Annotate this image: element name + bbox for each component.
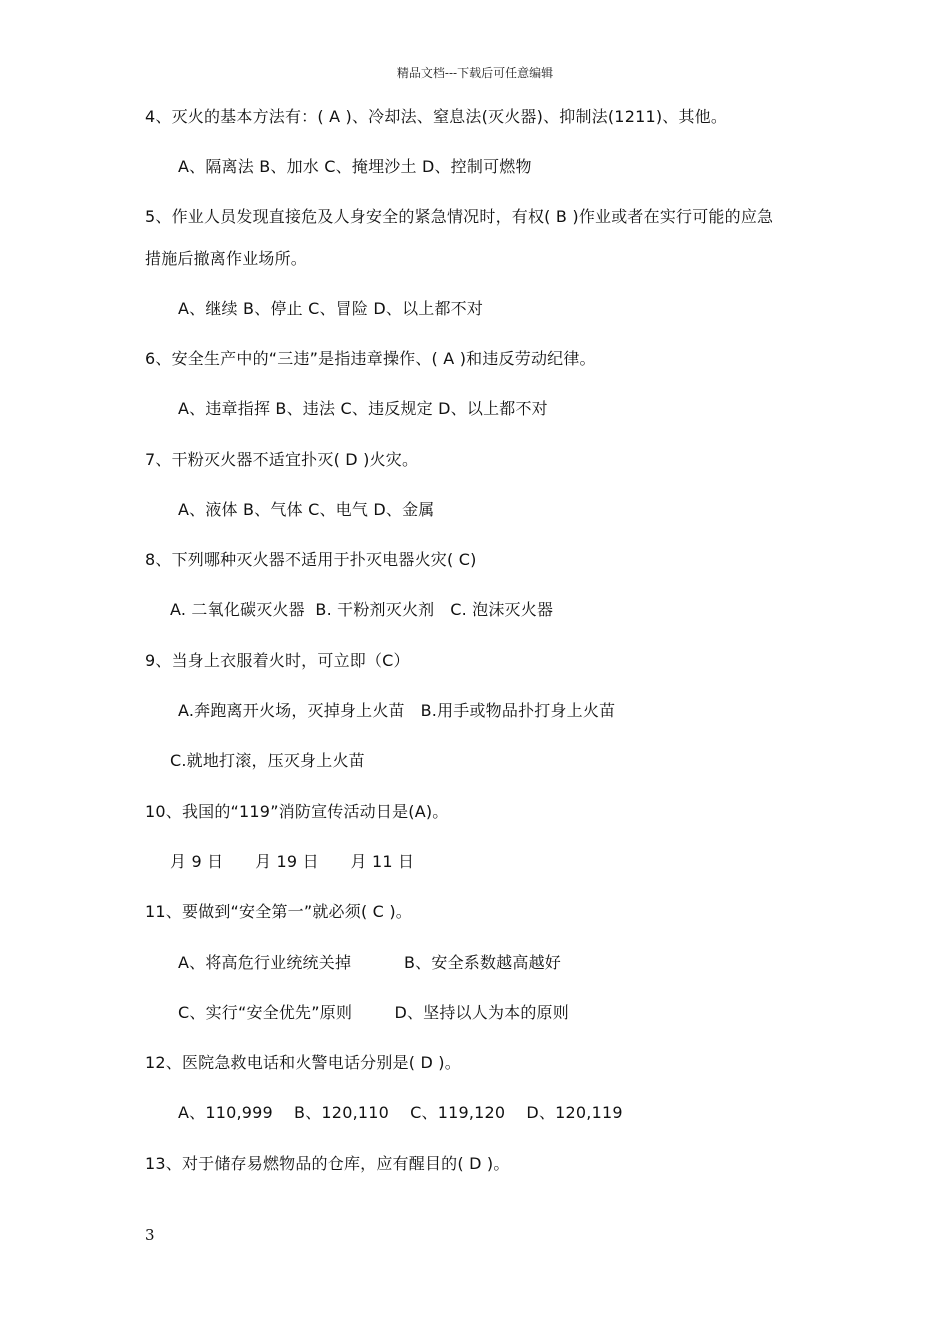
question-7: 7、干粉灭火器不适宜扑灭( D )火灾。	[145, 450, 419, 469]
question-5-continued: 措施后撤离作业场所。	[145, 249, 308, 268]
options-11-cd: C、实行“安全优先”原则 D、坚持以人为本的原则	[178, 1003, 569, 1022]
options-8: A. 二氧化碳灭火器 B. 干粉剂灭火剂 C. 泡沫灭火器	[170, 600, 554, 619]
page-number: 3	[145, 1226, 155, 1244]
options-4: A、隔离法 B、加水 C、掩埋沙土 D、控制可燃物	[178, 157, 532, 176]
question-12: 12、医院急救电话和火警电话分别是( D )。	[145, 1053, 461, 1072]
question-9: 9、当身上衣服着火时，可立即（C）	[145, 651, 410, 670]
options-12: A、110,999 B、120,110 C、119,120 D、120,119	[178, 1103, 623, 1122]
page-header: 精品文档---下载后可任意编辑	[396, 66, 554, 80]
question-6: 6、安全生产中的“三违”是指违章操作、( A )和违反劳动纪律。	[145, 349, 596, 368]
options-10: 月 9 日 月 19 日 月 11 日	[170, 852, 415, 871]
question-8: 8、下列哪种灭火器不适用于扑灭电器火灾( C)	[145, 550, 477, 569]
options-6: A、违章指挥 B、违法 C、违反规定 D、以上都不对	[178, 399, 548, 418]
question-11: 11、要做到“安全第一”就必须( C )。	[145, 902, 412, 921]
question-10: 10、我国的“119”消防宣传活动日是(A)。	[145, 802, 449, 821]
options-5: A、继续 B、停止 C、冒险 D、以上都不对	[178, 299, 484, 318]
options-11-ab: A、将高危行业统统关掉 B、安全系数越高越好	[178, 953, 561, 972]
options-7: A、液体 B、气体 C、电气 D、金属	[178, 500, 435, 519]
question-13: 13、对于储存易燃物品的仓库，应有醒目的( D )。	[145, 1154, 510, 1173]
question-5: 5、作业人员发现直接危及人身安全的紧急情况时，有权( B )作业或者在实行可能的应急	[145, 207, 774, 226]
options-9-ab: A.奔跑离开火场，灭掉身上火苗 B.用手或物品扑打身上火苗	[178, 701, 616, 720]
question-4: 4、灭火的基本方法有：( A )、冷却法、窒息法(灭火器)、抑制法(1211)、其他。	[145, 107, 728, 126]
options-9-c: C.就地打滚，压灭身上火苗	[170, 751, 365, 770]
